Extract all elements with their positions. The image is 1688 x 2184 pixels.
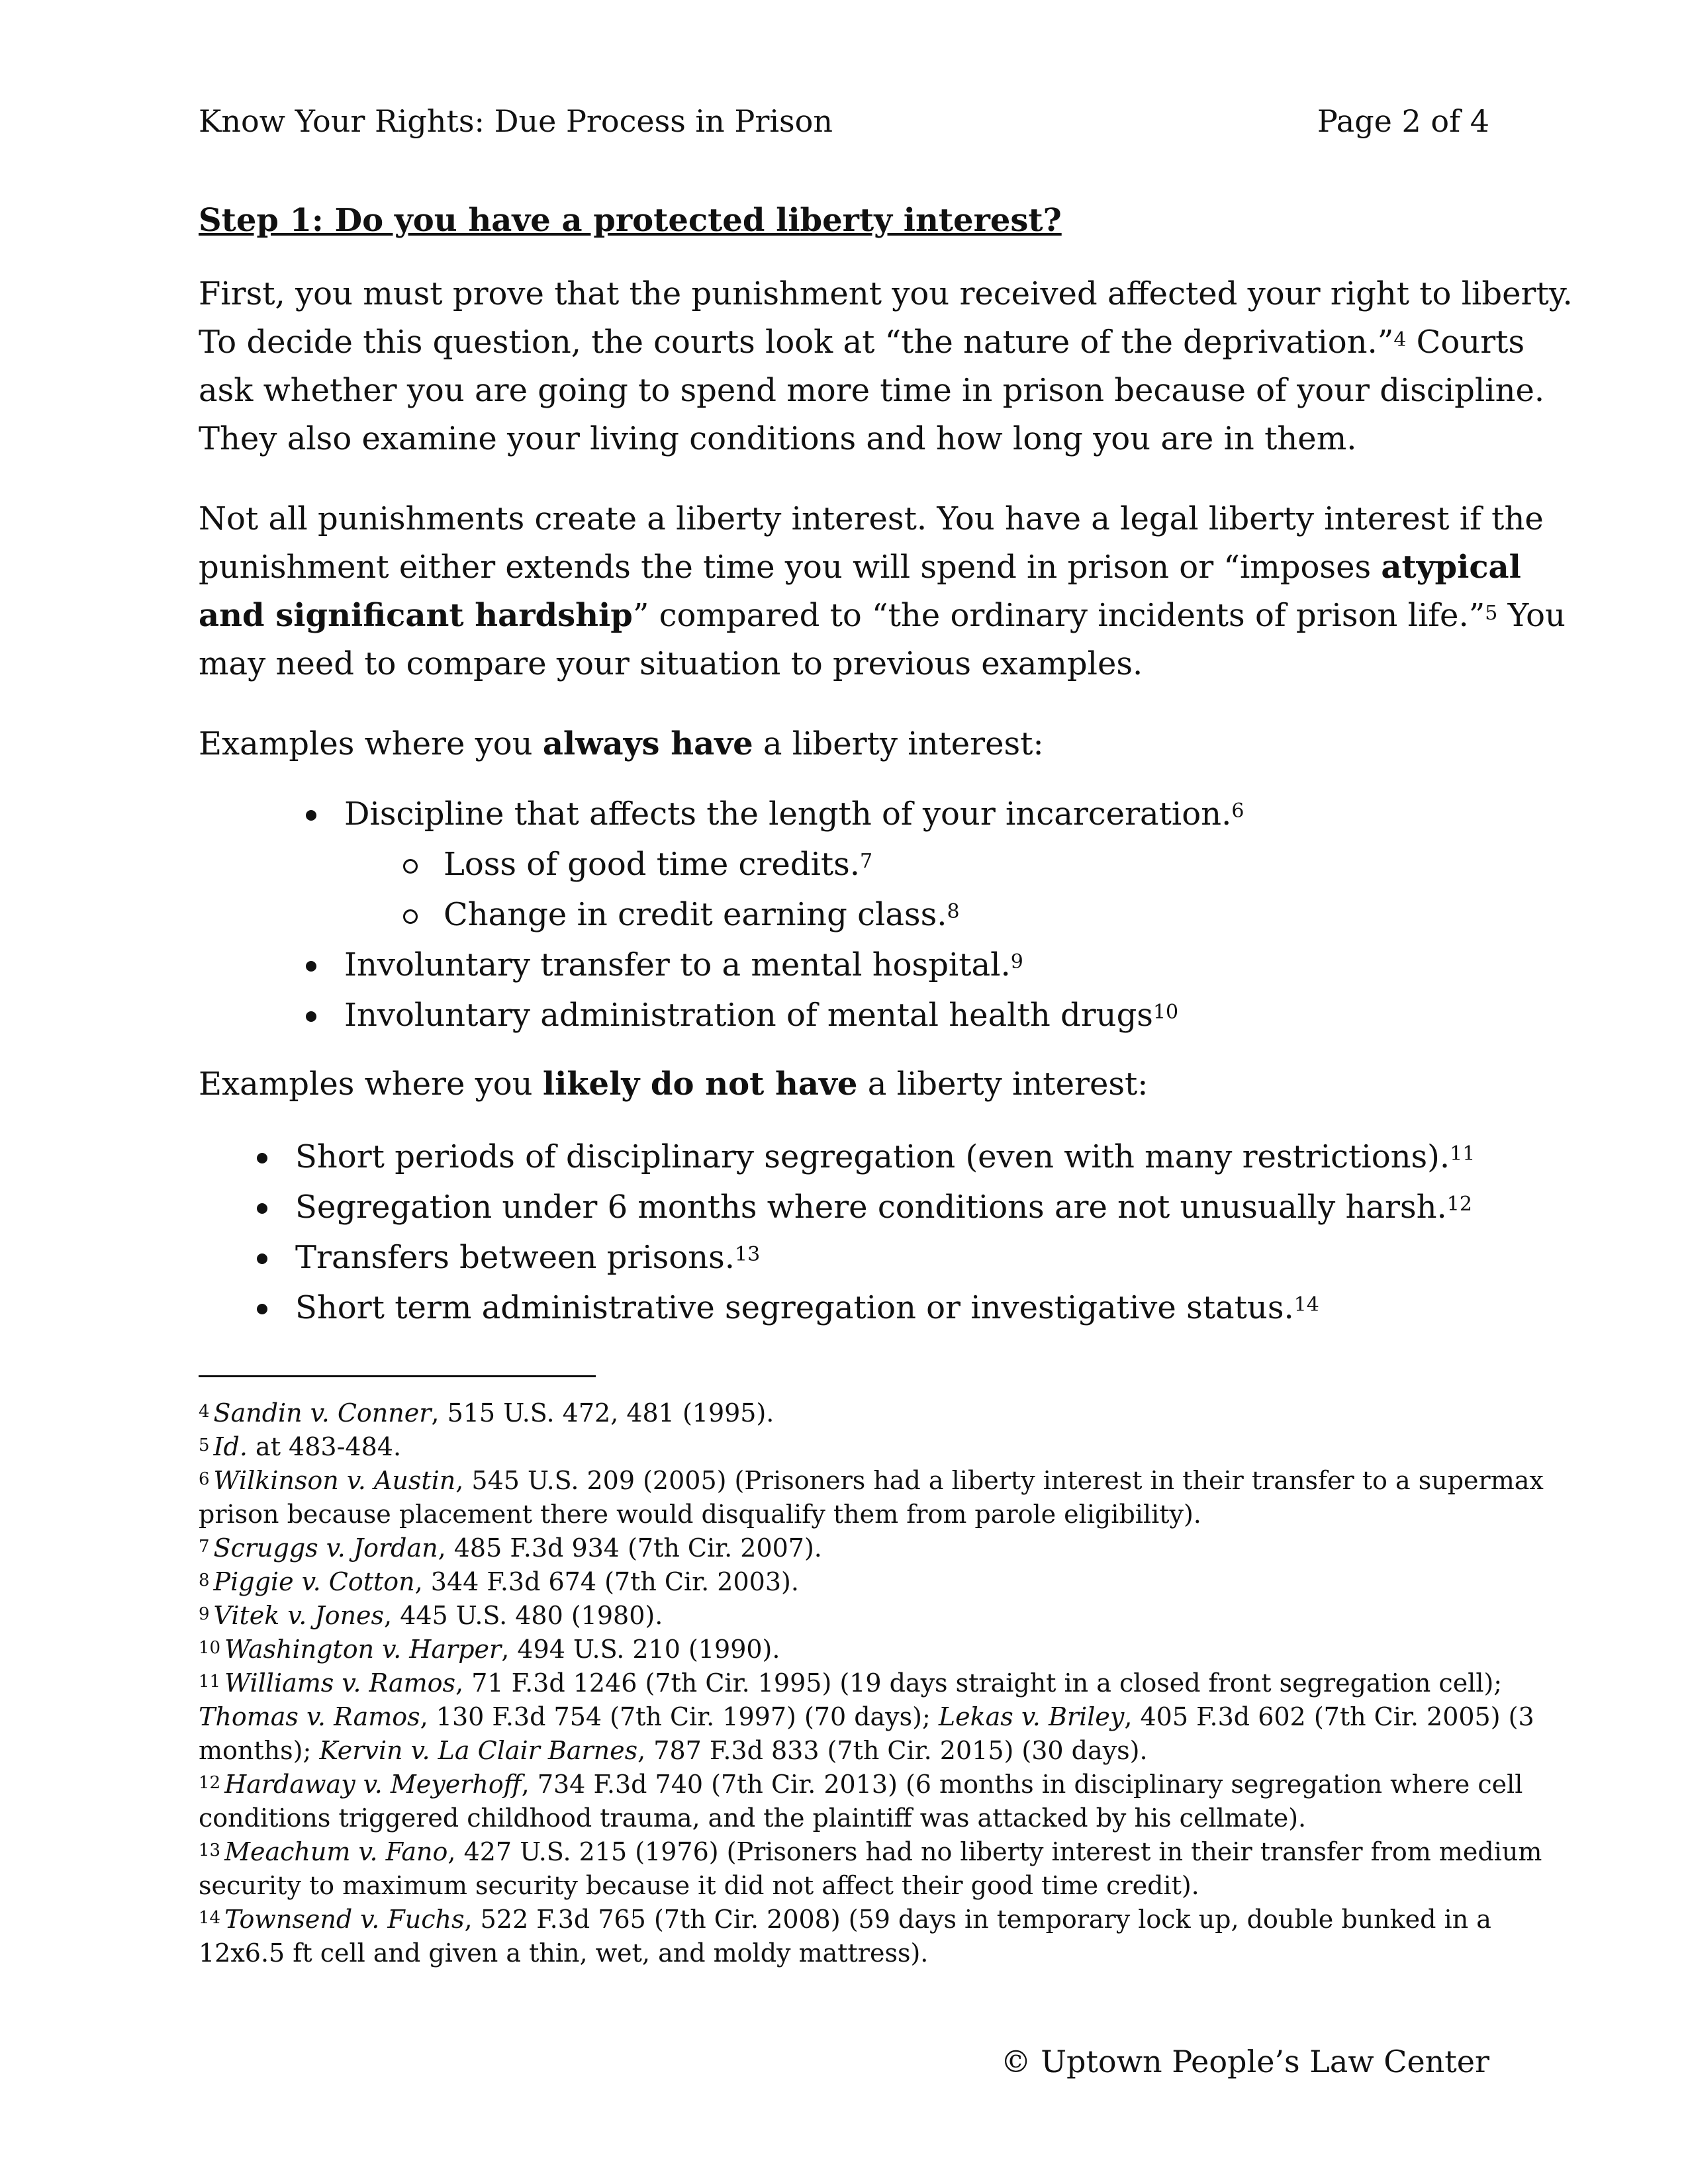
text-line — [199, 543, 1521, 592]
text-run: ” compared to “the ordinary incidents of prison life.” — [632, 597, 1485, 634]
footnote-ref: 5 — [1485, 602, 1498, 625]
bold-text: always have — [542, 725, 753, 762]
footnote-continuation: prison because placement there would disqualify them from parole eligibility). — [199, 1500, 1201, 1529]
copyright-footer: © Uptown People’s Law Center — [1000, 2044, 1489, 2079]
bullet-icon — [249, 1232, 275, 1283]
footnote-ref: 11 — [1450, 1142, 1476, 1165]
list-item: Involuntary administration of mental health drugs$^{10}$ — [344, 990, 1244, 1040]
text-line — [199, 1060, 1489, 1109]
likely-not-list — [295, 1132, 1475, 1333]
footnote: $^8$ Piggie v. Cotton, 344 F.3d 674 (7th Cir. 2003). — [199, 1567, 799, 1596]
footnote-ref: 9 — [1010, 950, 1023, 974]
footnote-ref: 8 — [947, 900, 960, 923]
bullet-icon — [298, 990, 324, 1040]
footnote-ref: 4 — [1393, 328, 1407, 351]
text-line: may need to compare your situation to previous examples. — [199, 645, 1143, 682]
footnote: $^{11}$ Williams v. Ramos, 71 F.3d 1246 (7th Cir. 1995) (19 days straight in a closed front segregation cell); — [199, 1668, 1503, 1698]
footnote-separator — [199, 1375, 596, 1377]
footnote: $^5$ Id. at 483-484. — [199, 1432, 402, 1461]
footnote-ref: 13 — [734, 1243, 761, 1266]
list-item: Segregation under 6 months where conditions are not unusually harsh.$^{12}$ — [295, 1182, 1475, 1232]
footnote: $^9$ Vitek v. Jones, 445 U.S. 480 (1980). — [199, 1601, 663, 1630]
paragraph-nature-of-deprivation — [199, 270, 1573, 463]
footnote: $^{12}$ Hardaway v. Meyerhoff, 734 F.3d 740 (7th Cir. 2013) (6 months in disciplinary segregation where cell — [199, 1770, 1523, 1799]
list-item: Change in credit earning class.$^8$ — [444, 889, 1343, 940]
text-run: Examples where you — [199, 725, 543, 762]
list-item: Involuntary transfer to a mental hospital.$^9$ — [344, 940, 1244, 990]
bullet-icon — [249, 1283, 275, 1333]
text-run: a liberty interest: — [753, 725, 1044, 762]
text-run: To decide this question, the courts look at “the nature of the deprivation.” — [199, 324, 1394, 361]
page-number: Page 2 of 4 — [1317, 103, 1489, 139]
footnote: $^{10}$ Washington v. Harper, 494 U.S. 210 (1990). — [199, 1635, 780, 1664]
list-item: Short term administrative segregation or investigative status.$^{14}$ — [295, 1283, 1475, 1333]
text-line: They also examine your living conditions and how long you are in them. — [199, 420, 1357, 457]
text-line: ask whether you are going to spend more time in prison because of your discipline. — [199, 372, 1545, 409]
bullet-icon — [249, 1132, 275, 1182]
text-line: First, you must prove that the punishment you received affected your right to liberty. — [199, 275, 1573, 312]
list-item: Short periods of disciplinary segregation (even with many restrictions).$^{11}$ — [295, 1132, 1475, 1182]
text-line — [199, 720, 1489, 768]
document-title: Know Your Rights: Due Process in Prison — [199, 103, 833, 139]
text-line — [199, 592, 1566, 640]
footnote-continuation: 12x6.5 ft cell and given a thin, wet, and moldy mattress). — [199, 1938, 929, 1968]
footnote: $^7$ Scruggs v. Jordan, 485 F.3d 934 (7th Cir. 2007). — [199, 1533, 822, 1563]
footnote-ref: 12 — [1446, 1193, 1472, 1216]
footnote: $^{14}$ Townsend v. Fuchs, 522 F.3d 765 (7th Cir. 2008) (59 days in temporary lock up, double bunked in a — [199, 1905, 1491, 1934]
text-line — [199, 318, 1525, 367]
always-have-list — [344, 789, 1244, 1040]
text-run: Courts — [1406, 324, 1525, 361]
footnote: $^4$ Sandin v. Conner, 515 U.S. 472, 481 (1995). — [199, 1398, 774, 1428]
likely-not-intro — [199, 1060, 1489, 1109]
section-heading: Step 1: Do you have a protected liberty interest? — [199, 202, 1062, 239]
bullet-icon — [298, 789, 324, 839]
always-have-intro — [199, 720, 1489, 768]
footnote-ref: 6 — [1231, 799, 1244, 823]
footnote: $^{13}$ Meachum v. Fano, 427 U.S. 215 (1976) (Prisoners had no liberty interest in their transfer from medium — [199, 1837, 1542, 1866]
footnote-continuation: security to maximum security because it did not affect their good time credit). — [199, 1871, 1199, 1900]
footnote-continuation: Thomas v. Ramos, 130 F.3d 754 (7th Cir. 1997) (70 days); Lekas v. Briley, 405 F.3d 602 (7th Cir. 2005) (3 — [199, 1702, 1534, 1731]
footnote-continuation: months); Kervin v. La Clair Barnes, 787 F.3d 833 (7th Cir. 2015) (30 days). — [199, 1736, 1148, 1765]
bold-text: likely do not have — [542, 1066, 858, 1103]
footnotes — [199, 1396, 1544, 1970]
text-line: Not all punishments create a liberty interest. You have a legal liberty interest if the — [199, 500, 1544, 537]
list-item: Loss of good time credits.$^7$ — [444, 839, 1343, 889]
bold-text: atypical — [1381, 549, 1521, 586]
bullet-icon — [249, 1182, 275, 1232]
list-item: Transfers between prisons.$^{13}$ — [295, 1232, 1475, 1283]
paragraph-liberty-interest — [199, 495, 1566, 688]
footnote-ref: 10 — [1152, 1001, 1179, 1024]
footnote: $^6$ Wilkinson v. Austin, 545 U.S. 209 (2005) (Prisoners had a liberty interest in their transfer to a supermax — [199, 1466, 1544, 1495]
bold-text: and significant hardship — [199, 597, 633, 634]
text-run: a liberty interest: — [857, 1066, 1149, 1103]
footnote-continuation: conditions triggered childhood trauma, and the plaintiff was attacked by his cellmate). — [199, 1803, 1307, 1833]
footnote-ref: 14 — [1293, 1293, 1319, 1316]
text-run: punishment either extends the time you will spend in prison or “imposes — [199, 549, 1382, 586]
bullet-icon — [298, 940, 324, 990]
text-run: You — [1497, 597, 1566, 634]
circle-bullet-icon — [397, 889, 424, 940]
page-header — [199, 98, 1489, 144]
footnote-ref: 7 — [860, 850, 873, 873]
text-run: Examples where you — [199, 1066, 543, 1103]
list-item: Discipline that affects the length of your incarceration.$^6$ — [344, 789, 1244, 839]
circle-bullet-icon — [397, 839, 424, 889]
